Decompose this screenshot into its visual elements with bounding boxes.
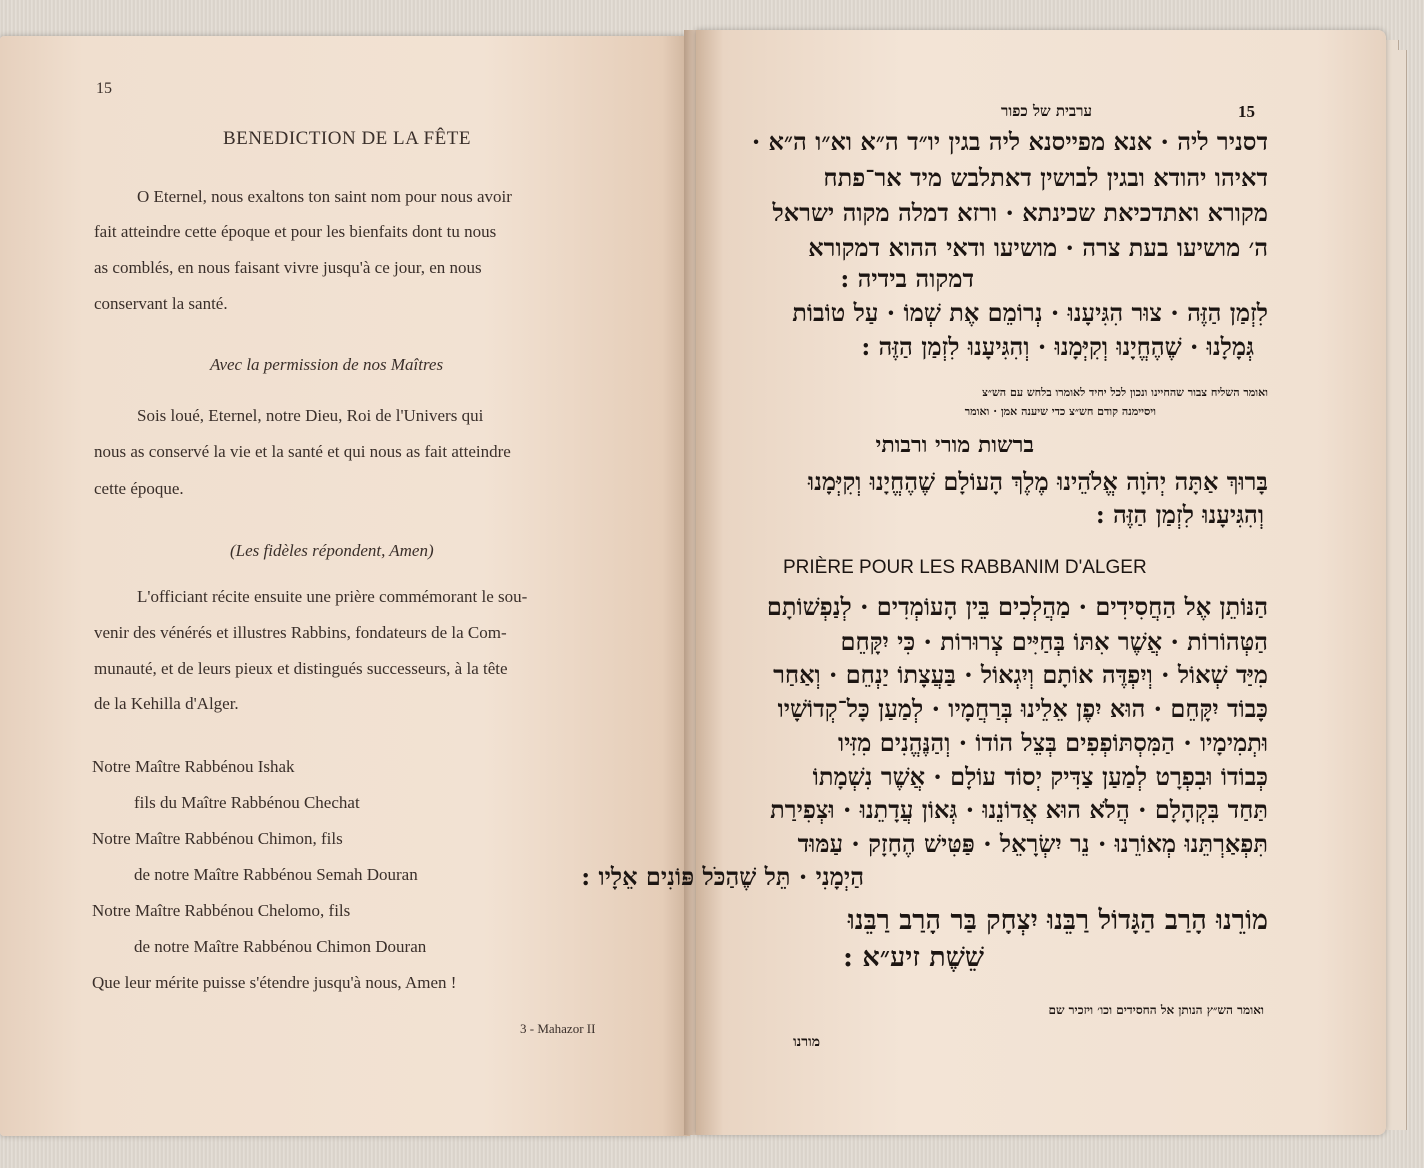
permission-line: Avec la permission de nos Maîtres [210, 355, 444, 374]
left-page-footer: 3 - Mahazor II [520, 1021, 596, 1036]
page-edges-back [1398, 50, 1407, 1130]
aramaic-line-2: דאיהו יהודא ובגין לבושין דאתלבש מיד אר־פתח [823, 163, 1268, 192]
reshut-line: ברשות מורי ורבותי [875, 432, 1034, 458]
paragraph2-line1: Sois loué, Eternel, notre Dieu, Roi de l'Univers qui [137, 406, 484, 425]
rabbi-name-line-1: מוֹרֵנוּ הָרַב הַגָּדוֹל רַבֵּנוּ יִצְחָק בַּר הָרַב רַבֵּנוּ [847, 905, 1268, 936]
aramaic-line-3: מקורא ואתדכיאת שכינתא · ורזא דמלה מקוה ישראל [772, 198, 1268, 227]
closing-line: Que leur mérite puisse s'étendre jusqu'à nous, Amen ! [92, 973, 457, 992]
prayer-line-9: הַיְמָנִי · תֵּל שֶׁהַכֹּל פּוֹנִים אֵלָיו : [581, 862, 864, 891]
aramaic-line-5: דמקוה בידיה : [840, 264, 974, 293]
instruction-line-3: ואומר הש״ץ הנותן אל החסידים וכו׳ ויזכיר שם [1048, 1003, 1264, 1017]
paragraph1-line3: as comblés, en nous faisant vivre jusqu'à ce jour, en nous [94, 258, 482, 277]
prayer-line-8: תִּפְאַרְתֵּנוּ מְאוֹרֵנוּ · נֵר יִשְׂרָאֵל · פַּטִּישׁ הֶחָזָק · עַמּוּד [797, 829, 1268, 858]
right-page [696, 30, 1386, 1135]
prayer-line-1: הַנּוֹתֵן אֶל הַחֲסִידִים · מַהֲלְכִים בֵּין הָעוֹמְדִים · לְנַפְשׁוֹתָם [766, 592, 1268, 621]
rabbi-line-4: de notre Maître Rabbénou Semah Douran [134, 865, 418, 884]
aramaic-line-1: דסניר ליה · אנא מפייסנא ליה בגין יו״ד ה״א וא״ו ה״א · [751, 127, 1268, 156]
paragraph3-line2: venir des vénérés et illustres Rabbins, fondateurs de la Com- [94, 623, 507, 642]
left-page-number: 15 [96, 80, 112, 97]
response-line: (Les fidèles répondent, Amen) [230, 541, 434, 560]
hymn-line-1: לִזְמַן הַזֶּה · צוּר הִגִּיעָנוּ · נְרוֹמֵם אֶת שְׁמוֹ · עַל טוֹבוֹת [792, 298, 1268, 327]
rabbanim-prayer-title: PRIÈRE POUR LES RABBANIM D'ALGER [783, 557, 1147, 578]
prayer-line-5: וּתְמִימָיו · הַמִּסְתּוֹפְפִים בְּצֵל הוֹדוֹ · וְהַנֶּהֱנִים מִזִּיו [838, 728, 1268, 757]
paragraph3-line1: L'officiant récite ensuite une prière commémorant le sou- [137, 587, 528, 606]
instruction-line-1: ואומר השליח צבור שהחיינו ונכון לכל יחיד לאומרו בלחש עם הש״צ [982, 386, 1268, 399]
rabbi-line-2: fils du Maître Rabbénou Chechat [134, 793, 360, 812]
prayer-line-2: הַטְּהוֹרוֹת · אֲשֶׁר אִתּוֹ בְּחַיִּים צְרוּרוֹת · כִּי יִקָּחֵם [840, 627, 1268, 656]
rabbi-line-3: Notre Maître Rabbénou Chimon, fils [92, 829, 343, 848]
paragraph1-line1: O Eternel, nous exaltons ton saint nom pour nous avoir [137, 187, 512, 206]
instruction-line-2: ויסיימנה קודם חש״צ כדי שיענה אמן · ואומר [964, 405, 1156, 418]
paragraph1-line4: conservant la santé. [94, 294, 228, 313]
blessing-line-2: וְהִגִּיעָנוּ לִזְמַן הַזֶּה : [1095, 500, 1264, 529]
rabbi-line-6: de notre Maître Rabbénou Chimon Douran [134, 937, 427, 956]
hymn-line-2: גְּמָלָנוּ · שֶׁהֶחֱיָנוּ וְקִיְּמָנוּ · וְהִגִּיעָנוּ לִזְמַן הַזֶּה : [861, 332, 1254, 361]
prayer-line-6: כְּבוֹדוֹ וּבִפְרָט לְמַעַן צַדִּיק יְסוֹד עוֹלָם · אֲשֶׁר נִשְׁמָתוֹ [812, 762, 1268, 791]
rabbi-line-1: Notre Maître Rabbénou Ishak [92, 757, 295, 776]
paragraph1-line2: fait atteindre cette époque et pour les bienfaits dont tu nous [94, 222, 497, 241]
paragraph2-line2: nous as conservé la vie et la santé et qui nous as fait atteindre [94, 442, 511, 461]
right-page-number: 15 [1238, 102, 1255, 121]
paragraph3-line3: munauté, et de leurs pieux et distingués successeurs, à la tête [94, 659, 508, 678]
rabbi-name-line-2: שֵׁשֶׁת זיע״א : [843, 942, 984, 973]
paragraph2-line3: cette époque. [94, 479, 184, 498]
prayer-line-3: מִיַּד שְׁאוֹל · וְיִפְדֶּה אוֹתָם וְיִגְאוֹל · בַּעֲצָתוֹ יַנְחֵם · וְאַחַר [773, 660, 1268, 689]
rabbi-line-5: Notre Maître Rabbénou Chelomo, fils [92, 901, 351, 920]
paragraph3-line4: de la Kehilla d'Alger. [94, 694, 239, 713]
right-page-header: ערבית של כפור [1001, 102, 1092, 120]
blessing-line-1: בָּרוּךְ אַתָּה יְהֹוָה אֱלֹהֵינוּ מֶלֶךְ הָעוֹלָם שֶׁהֶחֱיָנוּ וְקִיְּמָנוּ [807, 467, 1268, 496]
aramaic-line-4: ה׳ מושיעו בעת צרה · מושיעו ודאי ההוא דמקורא [808, 233, 1268, 262]
prayer-line-4: כָּבוֹד יִקָּחֵם · הוּא יִפֶן אֵלֵינוּ בְּרַחֲמָיו · לְמַעַן כָּל־קְדוֹשָׁיו [777, 694, 1268, 723]
prayer-line-7: תַּחַד בִּקְהָלָם · הֲלֹא הוּא אֲדוֹנֵנוּ · גְּאוֹן עֲדָתֵנוּ · וּצְפִירַת [770, 795, 1268, 824]
catchword: מורנו [793, 1034, 820, 1050]
left-page-title: BENEDICTION DE LA FÊTE [223, 128, 471, 149]
